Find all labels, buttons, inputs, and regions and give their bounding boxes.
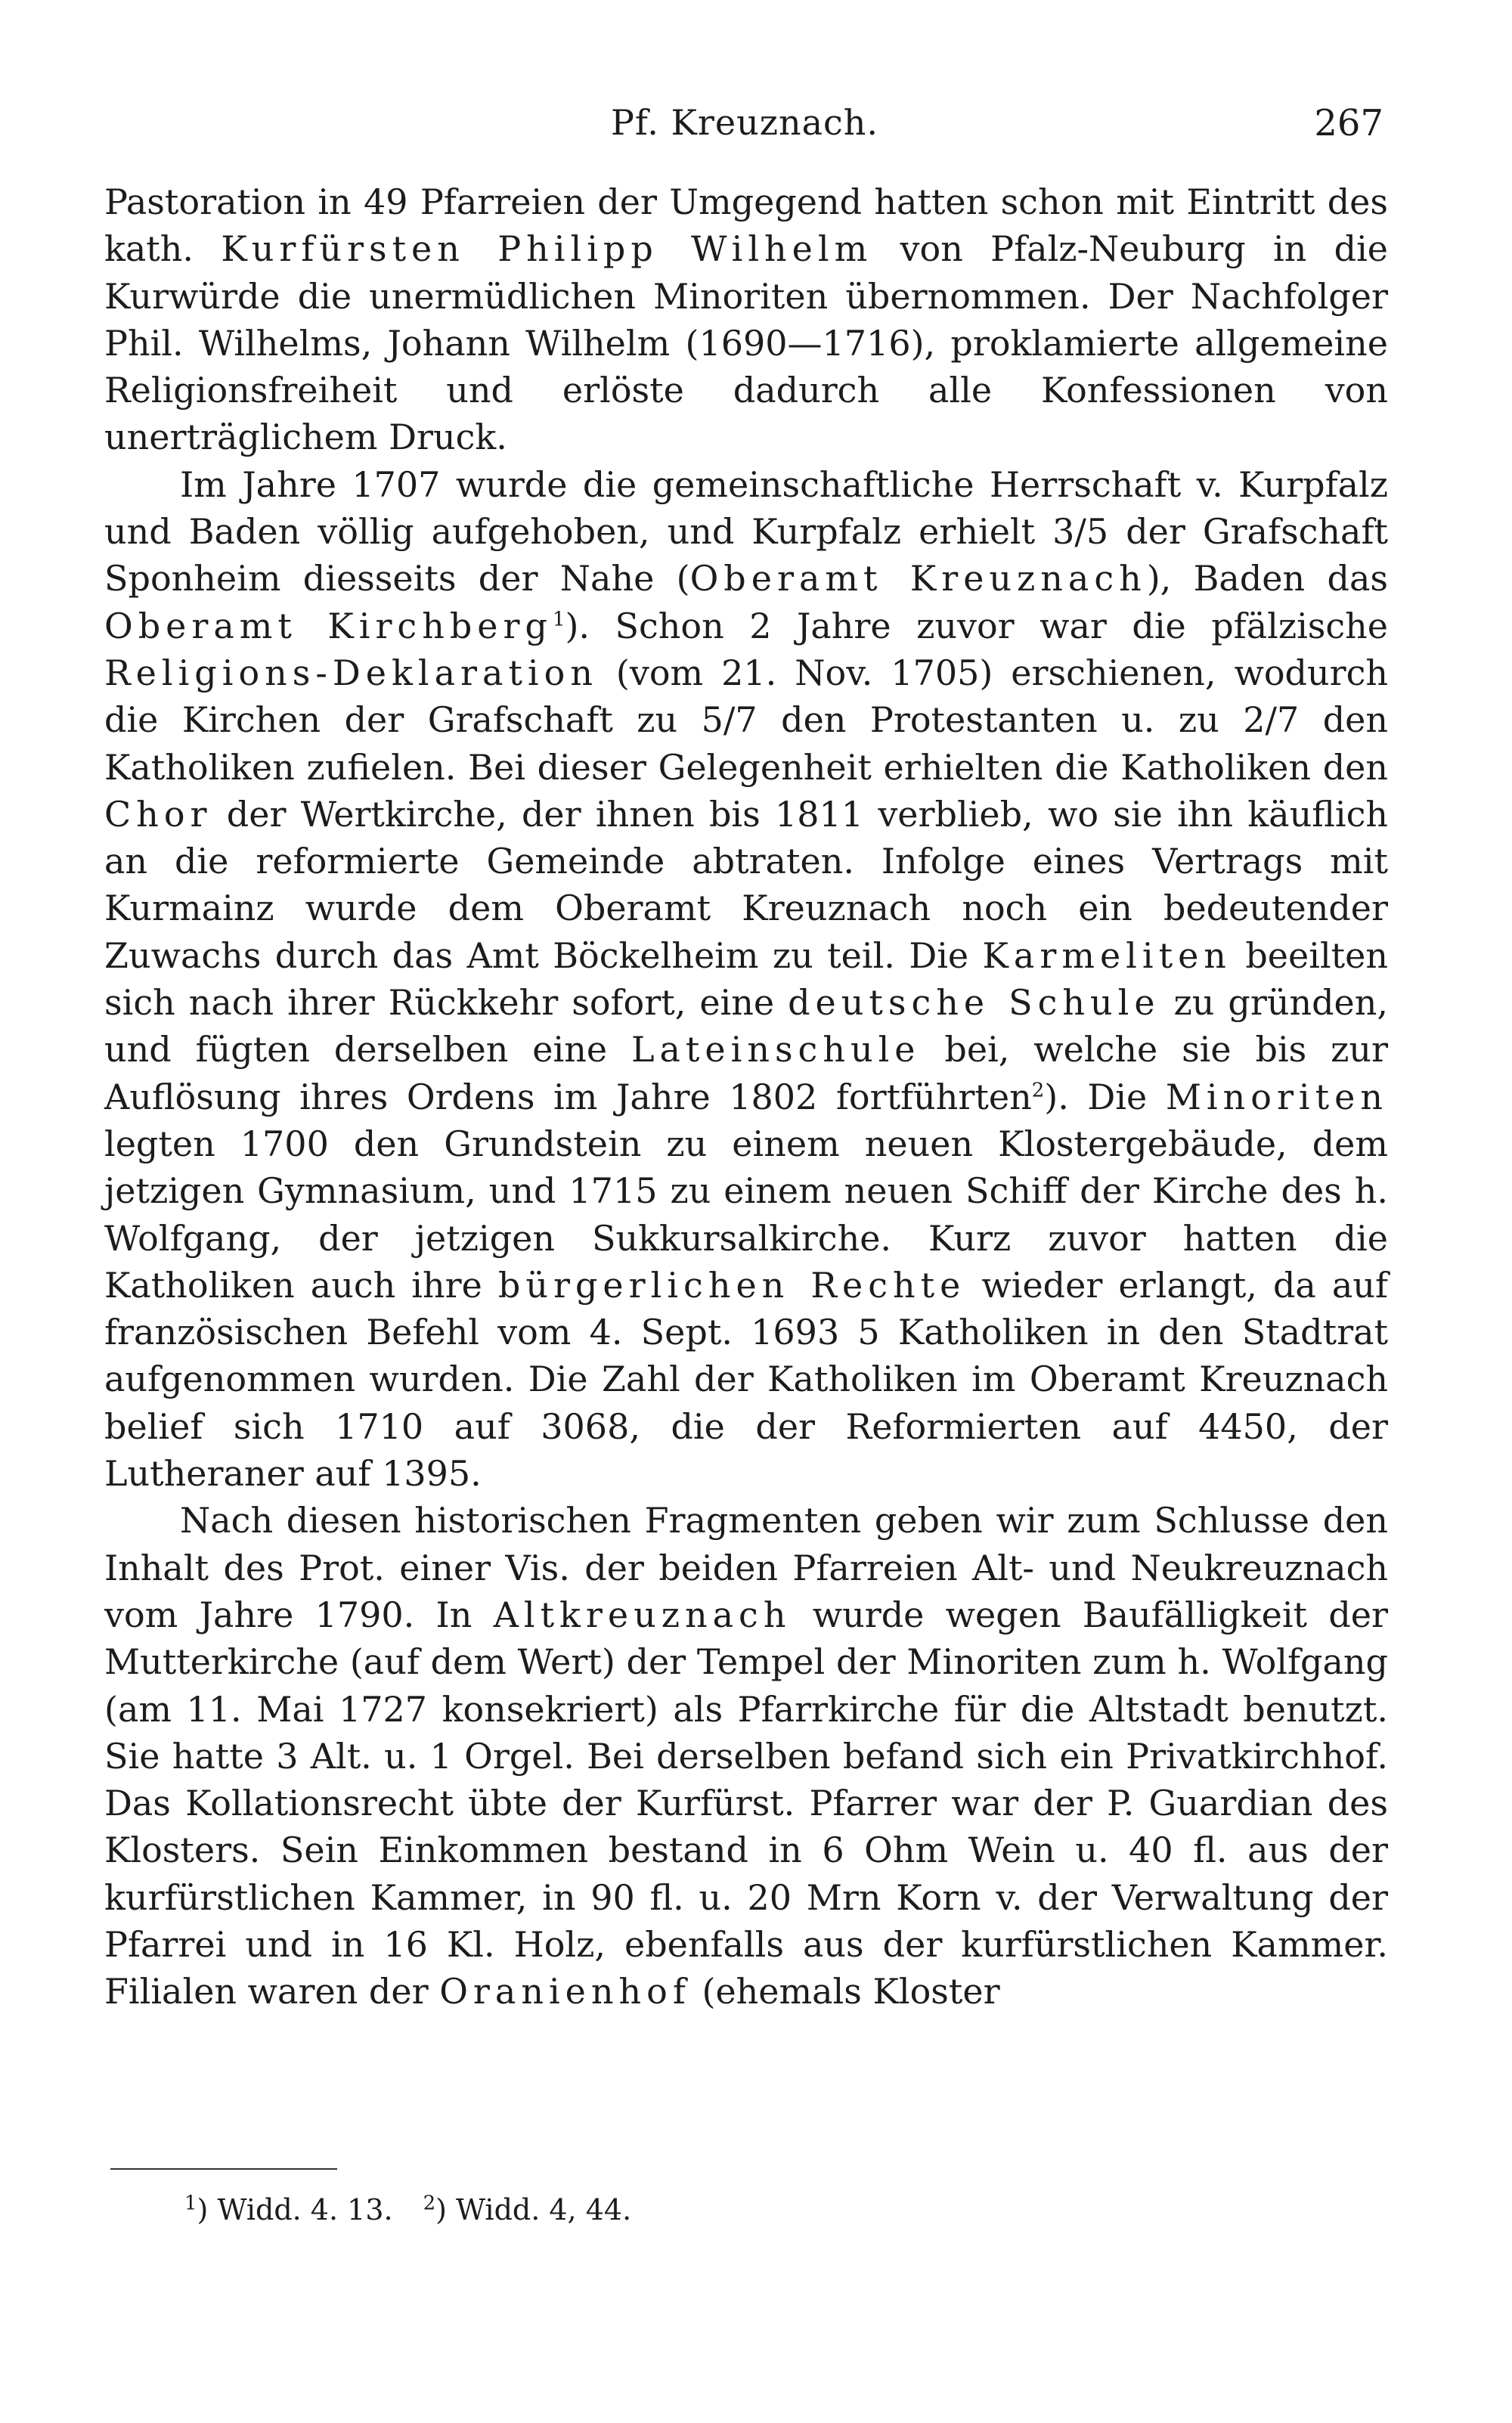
text-run: beeilten sich nach ihrer Rückkehr sofort, eine [104,934,1388,1024]
text-run: legten 1700 den Grundstein zu einem neuen Klostergebäude, dem jetzigen Gymnasium, und 1715 zu einem neuen Schiff der Kirche des h. Wolfgang, der jetzigen Sukkursalkirche. Kurz zuvor hatten die Katholiken auch ihre [104,1123,1388,1306]
text-run: wieder erlangt, da auf französischen Befehl vom 4. Sept. 1693 5 Katholiken in den Stadtrat aufgenommen wurden. Die Zahl der Katholiken im Oberamt Kreuznach belief sich 1710 auf 3068, die der Reformierten auf 4450, der Lutheraner auf 1395. [104,1264,1388,1495]
footnote-number: 1 [184,2192,197,2215]
text-run: ). Schon 2 Jahre zuvor war die pfälzische [565,605,1388,646]
spaced-text: Minoriten [1165,1076,1388,1117]
text-run: (ehemals Kloster [690,1971,1000,2012]
text-run: von Pfalz-Neuburg in die Kurwürde die unermüdlichen Minoriten übernommen. Der Nachfolger Phil. Wilhelms, Johann Wilhelm (1690—1716), proklamierte allgemeine Religionsfreiheit und erlöste dadurch alle Konfessionen von unerträglichem Druck. [104,228,1389,458]
text-run: der Wertkirche, der ihnen bis 1811 verblieb, wo sie ihn käuflich an die reformierte Gemeinde abtraten. Infolge eines Vertrags mit Kurmainz wurde dem Oberamt Kreuznach noch ein bedeutender Zuwachs durch das Amt Böckelheim zu teil. Die [104,793,1388,976]
footnote-marker[interactable]: 2 [1031,1079,1045,1102]
spaced-text: Oranienhof [439,1971,691,2012]
spaced-text: Religions-Deklaration [104,652,598,693]
footnote-text: ) Widd. 4, 44. [435,2193,632,2226]
footnote-1 [184,2193,393,2226]
text-run: bei, welche sie bis zur Auflösung ihres Ordens im Jahre 1802 fortführten [104,1029,1388,1117]
paragraph-1 [104,178,1388,461]
text-run: (vom 21. Nov. 1705) erschienen, wodurch die Kirchen der Grafschaft zu 5/7 den Protestanten u. zu 2/7 den Katholiken zufielen. Bei dieser Gelegenheit erhielten die Katholiken den [104,652,1388,788]
running-head [106,102,1383,163]
text-run: Pastoration in 49 Pfarreien der Umgegend hatten schon mit Eintritt des kath. [104,181,1388,270]
footnote-rule [110,2168,337,2170]
spaced-text: Chor [104,793,212,835]
text-run: zu gründen, und fügten derselben eine [104,982,1388,1071]
spaced-text: Oberamt Kirchberg [104,605,553,646]
text-run: Nach diesen historischen Fragmenten geben wir zum Schlusse den Inhalt des Prot. einer Vis. der beiden Pfarreien Alt- und Neukreuznach vom Jahre 1790. In [104,1500,1388,1635]
running-title: Pf. Kreuznach. [610,102,879,143]
footnote-number: 2 [423,2192,436,2215]
spaced-text: Oberamt Kreuznach [689,558,1147,600]
footnote-marker[interactable]: 1 [552,608,565,631]
text-run: wurde wegen Baufälligkeit der Mutterkirche (auf dem Wert) der Tempel der Minoriten zum h. Wolfgang (am 11. Mai 1727 konsekriert) als Pfarrkirche für die Altstadt benutzt. Sie hatte 3 Alt. u. 1 Orgel. Bei derselben befand sich ein Privatkirchhof. Das Kollationsrecht übte der Kurfürst. Pfarrer war der P. Guardian des Klosters. Sein Einkommen bestand in 6 Ohm Wein u. 40 fl. aus der kurfürstlichen Kammer, in 90 fl. u. 20 Mrn Korn v. der Verwaltung der Pfarrei und in 16 Kl. Holz, ebenfalls aus der kurfürstlichen Kammer. Filialen waren der [104,1594,1388,2012]
spaced-text: deutsche Schule [788,982,1160,1024]
spaced-text: bürgerlichen Rechte [497,1264,966,1306]
spaced-text: Kurfürsten Philipp Wilhelm [221,228,873,270]
paragraph-3 [104,1497,1388,2015]
text-run: ). Die [1044,1076,1166,1117]
text-run: Im Jahre 1707 wurde die gemeinschaftliche Herrschaft v. Kurpfalz und Baden völlig aufgehoben, und Kurpfalz erhielt 3/5 der Grafschaft Sponheim diesseits der Nahe ( [104,463,1388,600]
page-number: 267 [1314,102,1383,144]
paragraph-2 [104,461,1388,1498]
text-run: ), Baden das [1146,558,1388,600]
body-text [104,178,1388,2016]
spaced-text: Altkreuznach [493,1594,792,1635]
spaced-text: Lateinschule [631,1029,921,1071]
footnote-text: ) Widd. 4. 13. [197,2193,393,2226]
footnotes [184,2191,631,2229]
spaced-text: Karmeliten [982,934,1232,976]
footnote-2 [423,2193,632,2226]
